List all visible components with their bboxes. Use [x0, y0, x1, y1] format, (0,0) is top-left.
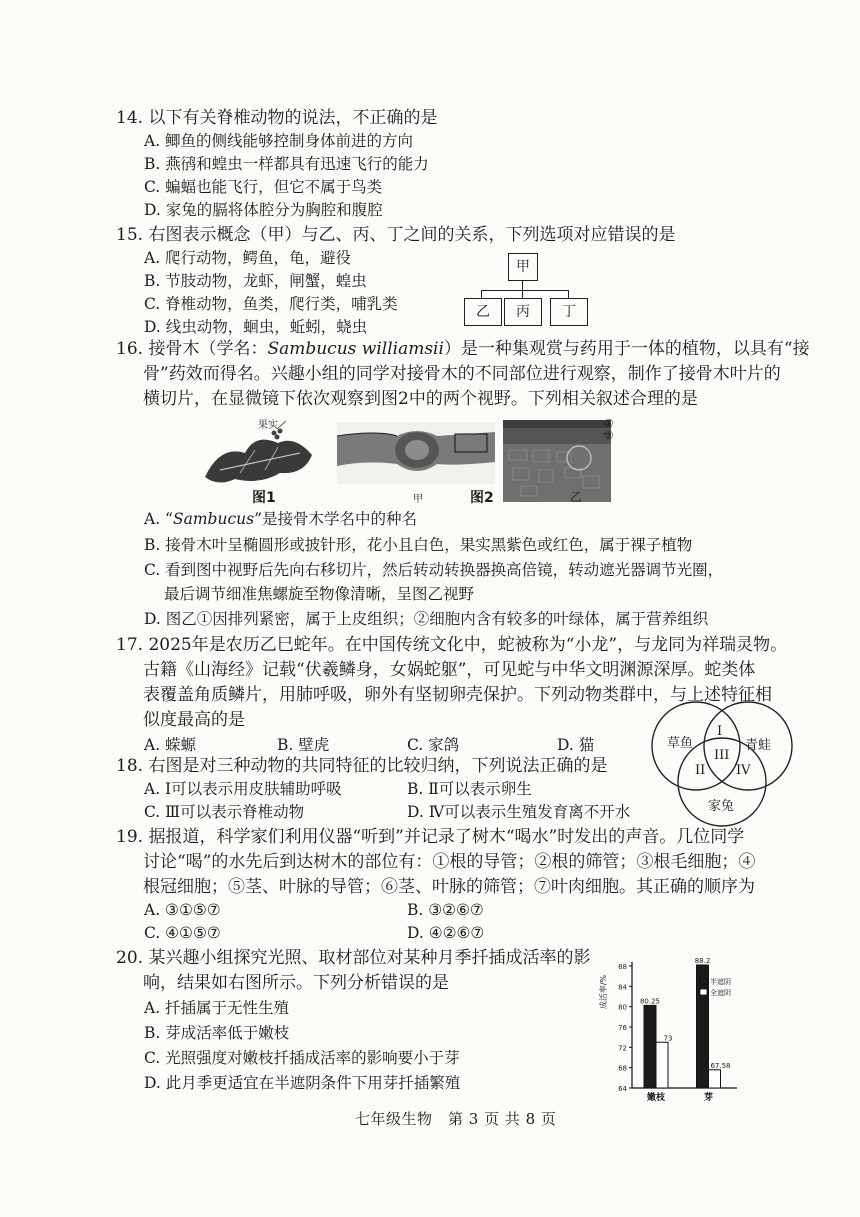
y-tick-label: 72 — [618, 1044, 627, 1053]
q17-option-a: A. 蝾螈 — [144, 736, 197, 754]
q20-option-d: D. 此月季更适宜在半遮阴条件下用芽扦插繁殖 — [144, 1074, 461, 1092]
q17-stem-line1: 17. 2025年是农历乙巳蛇年。在中国传统文化中，蛇被称为“小龙”，与龙同为祥瑞灵物。 — [116, 635, 788, 655]
venn-region-1: I — [717, 724, 723, 739]
figure-2-yi-micrograph — [503, 420, 611, 502]
q15-option-a: A. 爬行动物，鳄鱼，龟，避役 — [144, 249, 352, 267]
bar-half-shade — [644, 1005, 656, 1088]
tree-connector — [481, 290, 482, 298]
q18-option-a: A. Ⅰ可以表示用皮肤辅助呼吸 — [144, 780, 342, 798]
figure-2-yi-label: 乙 — [570, 490, 583, 504]
legend-label: 半遮阴 — [710, 978, 731, 986]
y-tick-label: 88 — [618, 963, 627, 971]
q15-option-b: B. 节肢动物，龙虾，闸蟹，蝗虫 — [144, 272, 367, 290]
q16-option-c-cont: 最后调节细准焦螺旋至物像清晰，呈图乙视野 — [164, 585, 475, 603]
x-tick-label: 嫩枝 — [646, 1093, 666, 1103]
bar-full-shade — [656, 1042, 668, 1088]
figure-2-jia-leaf-section — [337, 422, 495, 484]
q15-option-d: D. 线虫动物，蛔虫，蚯蚓，蛲虫 — [144, 318, 368, 336]
concept-box-child-1: 乙 — [464, 298, 502, 326]
q17-stem-line4: 似度最高的是 — [143, 710, 245, 730]
x-tick-label: 芽 — [703, 1093, 714, 1103]
tree-connector — [481, 290, 569, 291]
q16-option-d: D. 图乙①因排列紧密，属于上皮组织；②细胞内含有较多的叶绿体，属于营养组织 — [144, 610, 709, 628]
q20-option-a: A. 扦插属于无性生殖 — [144, 999, 290, 1017]
q19-stem-line2: 讨论“喝”的水先后到达树木的部位有：①根的导管；②根的筛管；③根毛细胞；④ — [143, 852, 756, 872]
q19-stem-line1: 19. 据报道，科学家们利用仪器“听到”并记录了树木“喝水”时发出的声音。几位同学 — [116, 827, 745, 847]
q19-option-a: A. ③①⑤⑦ — [144, 901, 221, 919]
y-tick-label: 80 — [618, 1003, 627, 1012]
q18-option-d: D. Ⅳ可以表示生殖发育离不开水 — [407, 803, 631, 821]
figure-2-jia-label: 甲 — [413, 494, 423, 505]
bar-value-label: 73 — [663, 1034, 673, 1043]
q17-stem-line3: 表覆盖角质鳞片，用肺呼吸，卵外有坚韧卵壳保护。下列动物类群中，与上述特征相 — [143, 685, 772, 705]
tree-connector — [522, 280, 523, 290]
scientific-name: Sambucus williamsii — [267, 339, 444, 359]
page-footer: 七年级生物 第 3 页 共 8 页 — [355, 1110, 557, 1128]
rooting-rate-bar-chart — [592, 950, 752, 1110]
q20-stem-line2: 响，结果如右图所示。下列分析错误的是 — [143, 973, 449, 993]
venn-region-4: IV — [736, 763, 751, 778]
q15-option-c: C. 脊椎动物，鱼类，爬行类，哺乳类 — [144, 295, 398, 313]
y-axis-label: 成活率/% — [599, 974, 608, 1010]
venn-region-2: II — [695, 763, 706, 778]
q19-option-b: B. ③②⑥⑦ — [407, 901, 484, 919]
figure-2-label: 图2 — [470, 490, 494, 506]
q17-option-d: D. 猫 — [557, 736, 595, 754]
tree-connector — [568, 290, 569, 298]
venn-region-3: III — [714, 748, 730, 763]
q20-option-b: B. 芽成活率低于嫩枝 — [144, 1024, 290, 1042]
q17-option-c: C. 家鸽 — [407, 736, 460, 754]
q16-stem-line2: 骨”药效而得名。兴趣小组的同学对接骨木的不同部位进行观察，制作了接骨木叶片的 — [143, 364, 781, 384]
q16-stem-line3: 横切片，在显微镜下依次观察到图2中的两个视野。下列相关叙述合理的是 — [143, 389, 698, 409]
concept-box-top: 甲 — [508, 253, 538, 281]
q16-option-a: A. “Sambucus”是接骨木学名中的种名 — [144, 510, 418, 528]
y-tick-label: 84 — [618, 983, 627, 992]
q14-option-c: C. 蝙蝠也能飞行，但它不属于鸟类 — [144, 178, 383, 196]
q17-option-b: B. 壁虎 — [277, 736, 330, 754]
legend-swatch — [700, 978, 707, 984]
q19-stem-line3: 根冠细胞；⑤茎、叶脉的导管；⑥茎、叶脉的筛管；⑦叶肉细胞。其正确的顺序为 — [143, 877, 755, 897]
legend-swatch — [700, 989, 707, 995]
q16-stem-line1: 16. 接骨木（学名：Sambucus williamsii）是一种集观赏与药用于一体的植物，以具有“接 — [116, 339, 810, 359]
q20-option-c: C. 光照强度对嫩枝扦插成活率的影响要小于芽 — [144, 1049, 460, 1067]
y-tick-label: 64 — [618, 1085, 627, 1093]
venn-label-qingwa: 青蛙 — [745, 738, 772, 753]
q18-stem: 18. 右图是对三种动物的共同特征的比较归纳，下列说法正确的是 — [116, 756, 608, 776]
q19-option-c: C. ④①⑤⑦ — [144, 924, 221, 942]
bar-value-label: 88.2 — [694, 956, 711, 965]
q14-option-a: A. 鲫鱼的侧线能够控制身体前进的方向 — [144, 132, 414, 150]
y-tick-label: 76 — [618, 1024, 627, 1032]
bar-value-label: 67.58 — [710, 1061, 731, 1070]
q14-option-d: D. 家兔的膈将体腔分为胸腔和腹腔 — [144, 201, 383, 219]
figure-1-label: 图1 — [252, 490, 276, 506]
q16-option-b: B. 接骨木叶呈椭圆形或披针形，花小且白色，果实黑紫色或红色，属于裸子植物 — [144, 536, 693, 554]
q18-option-c: C. Ⅲ可以表示脊椎动物 — [144, 803, 305, 821]
figure-1-fruit-tag: 果实 — [258, 420, 278, 431]
concept-box-child-2: 丙 — [504, 298, 542, 326]
q19-option-d: D. ④②⑥⑦ — [407, 924, 485, 942]
callout-2: ② — [604, 429, 614, 442]
callout-1: ① — [604, 417, 614, 430]
venn-label-jiatu: 家兔 — [708, 799, 735, 814]
bar-full-shade — [709, 1070, 721, 1088]
y-tick-label: 68 — [618, 1064, 627, 1073]
q15-stem: 15. 右图表示概念（甲）与乙、丙、丁之间的关系，下列选项对应错误的是 — [116, 225, 676, 245]
q20-stem-line1: 20. 某兴趣小组探究光照、取材部位对某种月季扦插成活率的影 — [116, 948, 591, 968]
tree-connector — [522, 290, 523, 298]
venn-label-caoyu: 草鱼 — [667, 736, 694, 751]
q14-stem: 14. 以下有关脊椎动物的说法，不正确的是 — [116, 108, 438, 128]
bar-value-label: 80.25 — [639, 997, 661, 1006]
q17-stem-line2: 古籍《山海经》记载“伏羲鳞身，女娲蛇躯”，可见蛇与中华文明渊源深厚。蛇类体 — [143, 660, 756, 680]
concept-box-child-3: 丁 — [550, 298, 588, 326]
q18-option-b: B. Ⅱ可以表示卵生 — [407, 780, 532, 798]
legend-label: 全遮阴 — [710, 989, 731, 997]
q16-option-c: C. 看到图中视野后先向右移切片，然后转动转换器换高倍镜，转动遮光器调节光圈， — [144, 561, 724, 579]
q14-option-b: B. 燕鸻和蝗虫一样都具有迅速飞行的能力 — [144, 155, 429, 173]
